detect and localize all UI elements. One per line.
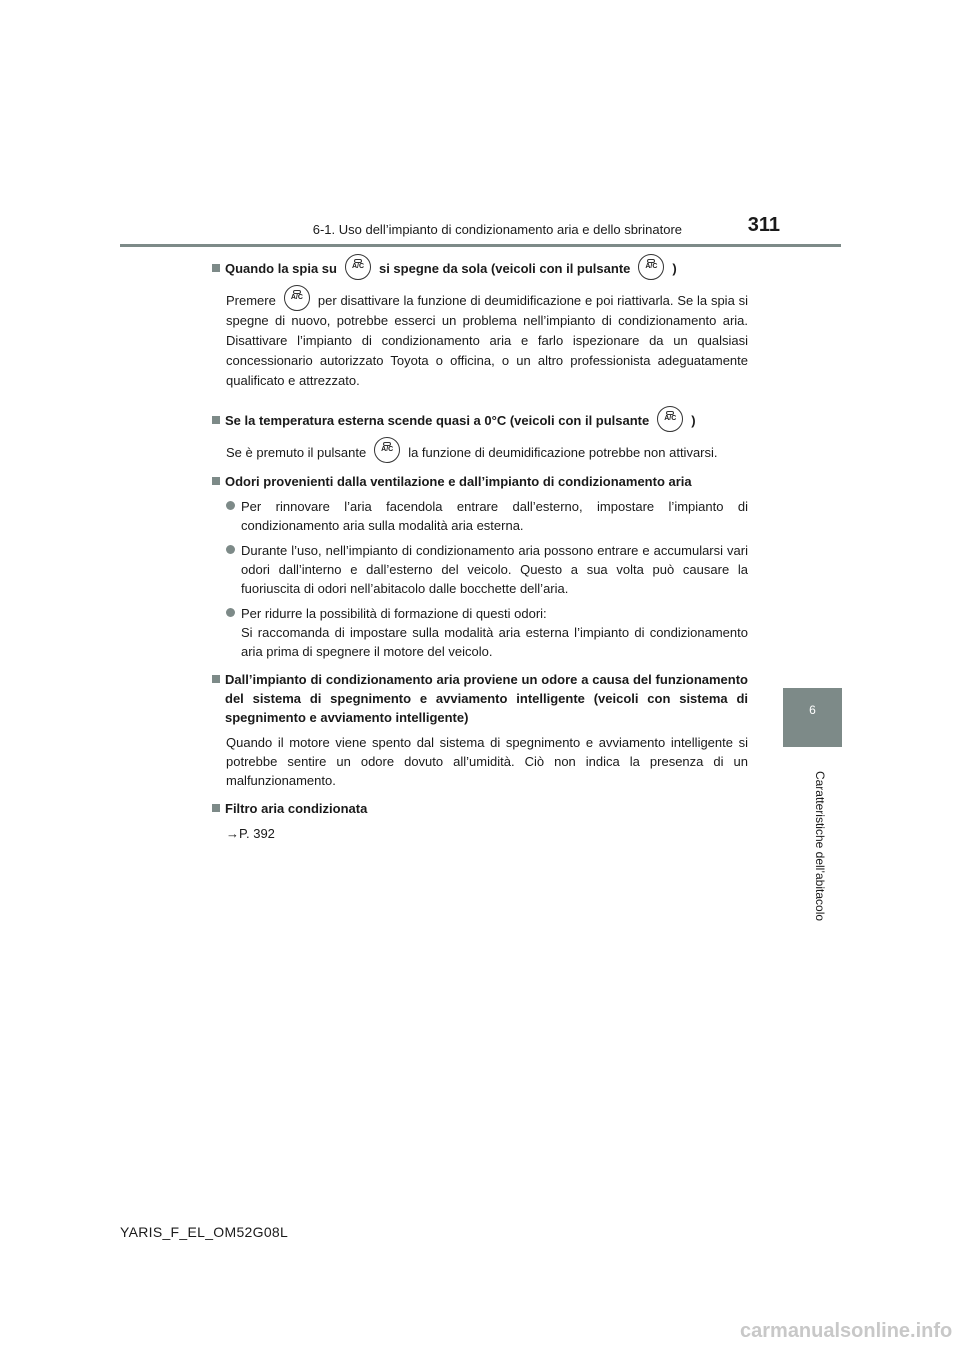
ac-button-icon: A/C [284,285,310,311]
section-body-spia: Premere A/C per disattivare la funzione di deumidificazione e poi riattivarla. Se la spia si spegne di nuovo, potrebbe esserci un problema nell’impianto di condizionamento aria. Disattivare l’impianto di condizionamento aria e farlo ispezionare da un qualsiasi concessionario autorizzato Toyota o officina, o un altro professionista adeguatamente qualificato e attrezzato. [226,291,748,392]
square-bullet-icon [212,804,220,812]
list-item: Durante l’uso, nell’impianto di condizionamento aria possono entrare e accumularsi vari odori dall’interno e dall’esterno del veicolo. Questo a sua volta può causare la fuoriuscita di odori nell’abitacolo dalle bocchette dell’aria. [226,541,748,598]
ac-button-icon: A/C [374,437,400,463]
footer-manual-code: YARIS_F_EL_OM52G08L [120,1224,289,1240]
list-item: Per rinnovare l’aria facendola entrare dall’esterno, impostare l’impianto di condizionamento aria sulla modalità aria esterna. [226,497,748,535]
ac-button-icon: A/C [345,254,371,280]
section-title-temperatura: Se la temperatura esterna scende quasi a 0°C (veicoli con il pulsante A/C ) [212,411,748,432]
page-number: 311 [747,214,780,236]
chapter-tab[interactable]: 6 [783,688,842,747]
section-body-temperatura: Se è premuto il pulsante A/C la funzione di deumidificazione potrebbe non attivarsi. [226,443,748,464]
ac-button-icon: A/C [638,254,664,280]
section-body-spegnimento: Quando il motore viene spento dal sistema di spegnimento e avviamento intelligente si potrebbe sentire un odore dovuto all’umidità. Ciò non indica la presenza di un malfunzionamento. [226,735,748,789]
section-title-spia: Quando la spia su A/C si spegne da sola (veicoli con il pulsante A/C ) [212,259,748,280]
chapter-tab-label: Caratteristiche dell’abitacolo [813,770,827,922]
square-bullet-icon [212,675,220,683]
square-bullet-icon [212,264,220,272]
header-section-title: 6-1. Uso dell’impianto di condizionamento aria e dello sbrinatore [312,222,682,237]
page-content [212,259,748,843]
section-title-odori: Odori provenienti dalla ventilazione e dall’impianto di condizionamento aria [212,472,748,491]
square-bullet-icon [212,477,220,485]
section-title-filtro: Filtro aria condizionata [212,799,748,818]
header-divider [120,244,841,247]
round-bullet-icon [226,545,235,554]
list-item: Per ridurre la possibilità di formazione di questi odori: Si raccomanda di impostare sulla modalità aria esterna l’impianto di condizionamento aria prima di spegnere il motore del veicolo. [226,604,748,661]
round-bullet-icon [226,608,235,617]
round-bullet-icon [226,501,235,510]
watermark: carmanualsonline.info [740,1320,953,1342]
ac-button-icon: A/C [657,406,683,432]
page-reference-link[interactable]: →P. 392 [226,826,275,842]
section-title-spegnimento: Dall’impianto di condizionamento aria proviene un odore a causa del funzionamento del sistema di spegnimento e avviamento intelligente (veicoli con sistema di spegnimento e avviamento intelligente) [212,670,748,727]
square-bullet-icon [212,416,220,424]
